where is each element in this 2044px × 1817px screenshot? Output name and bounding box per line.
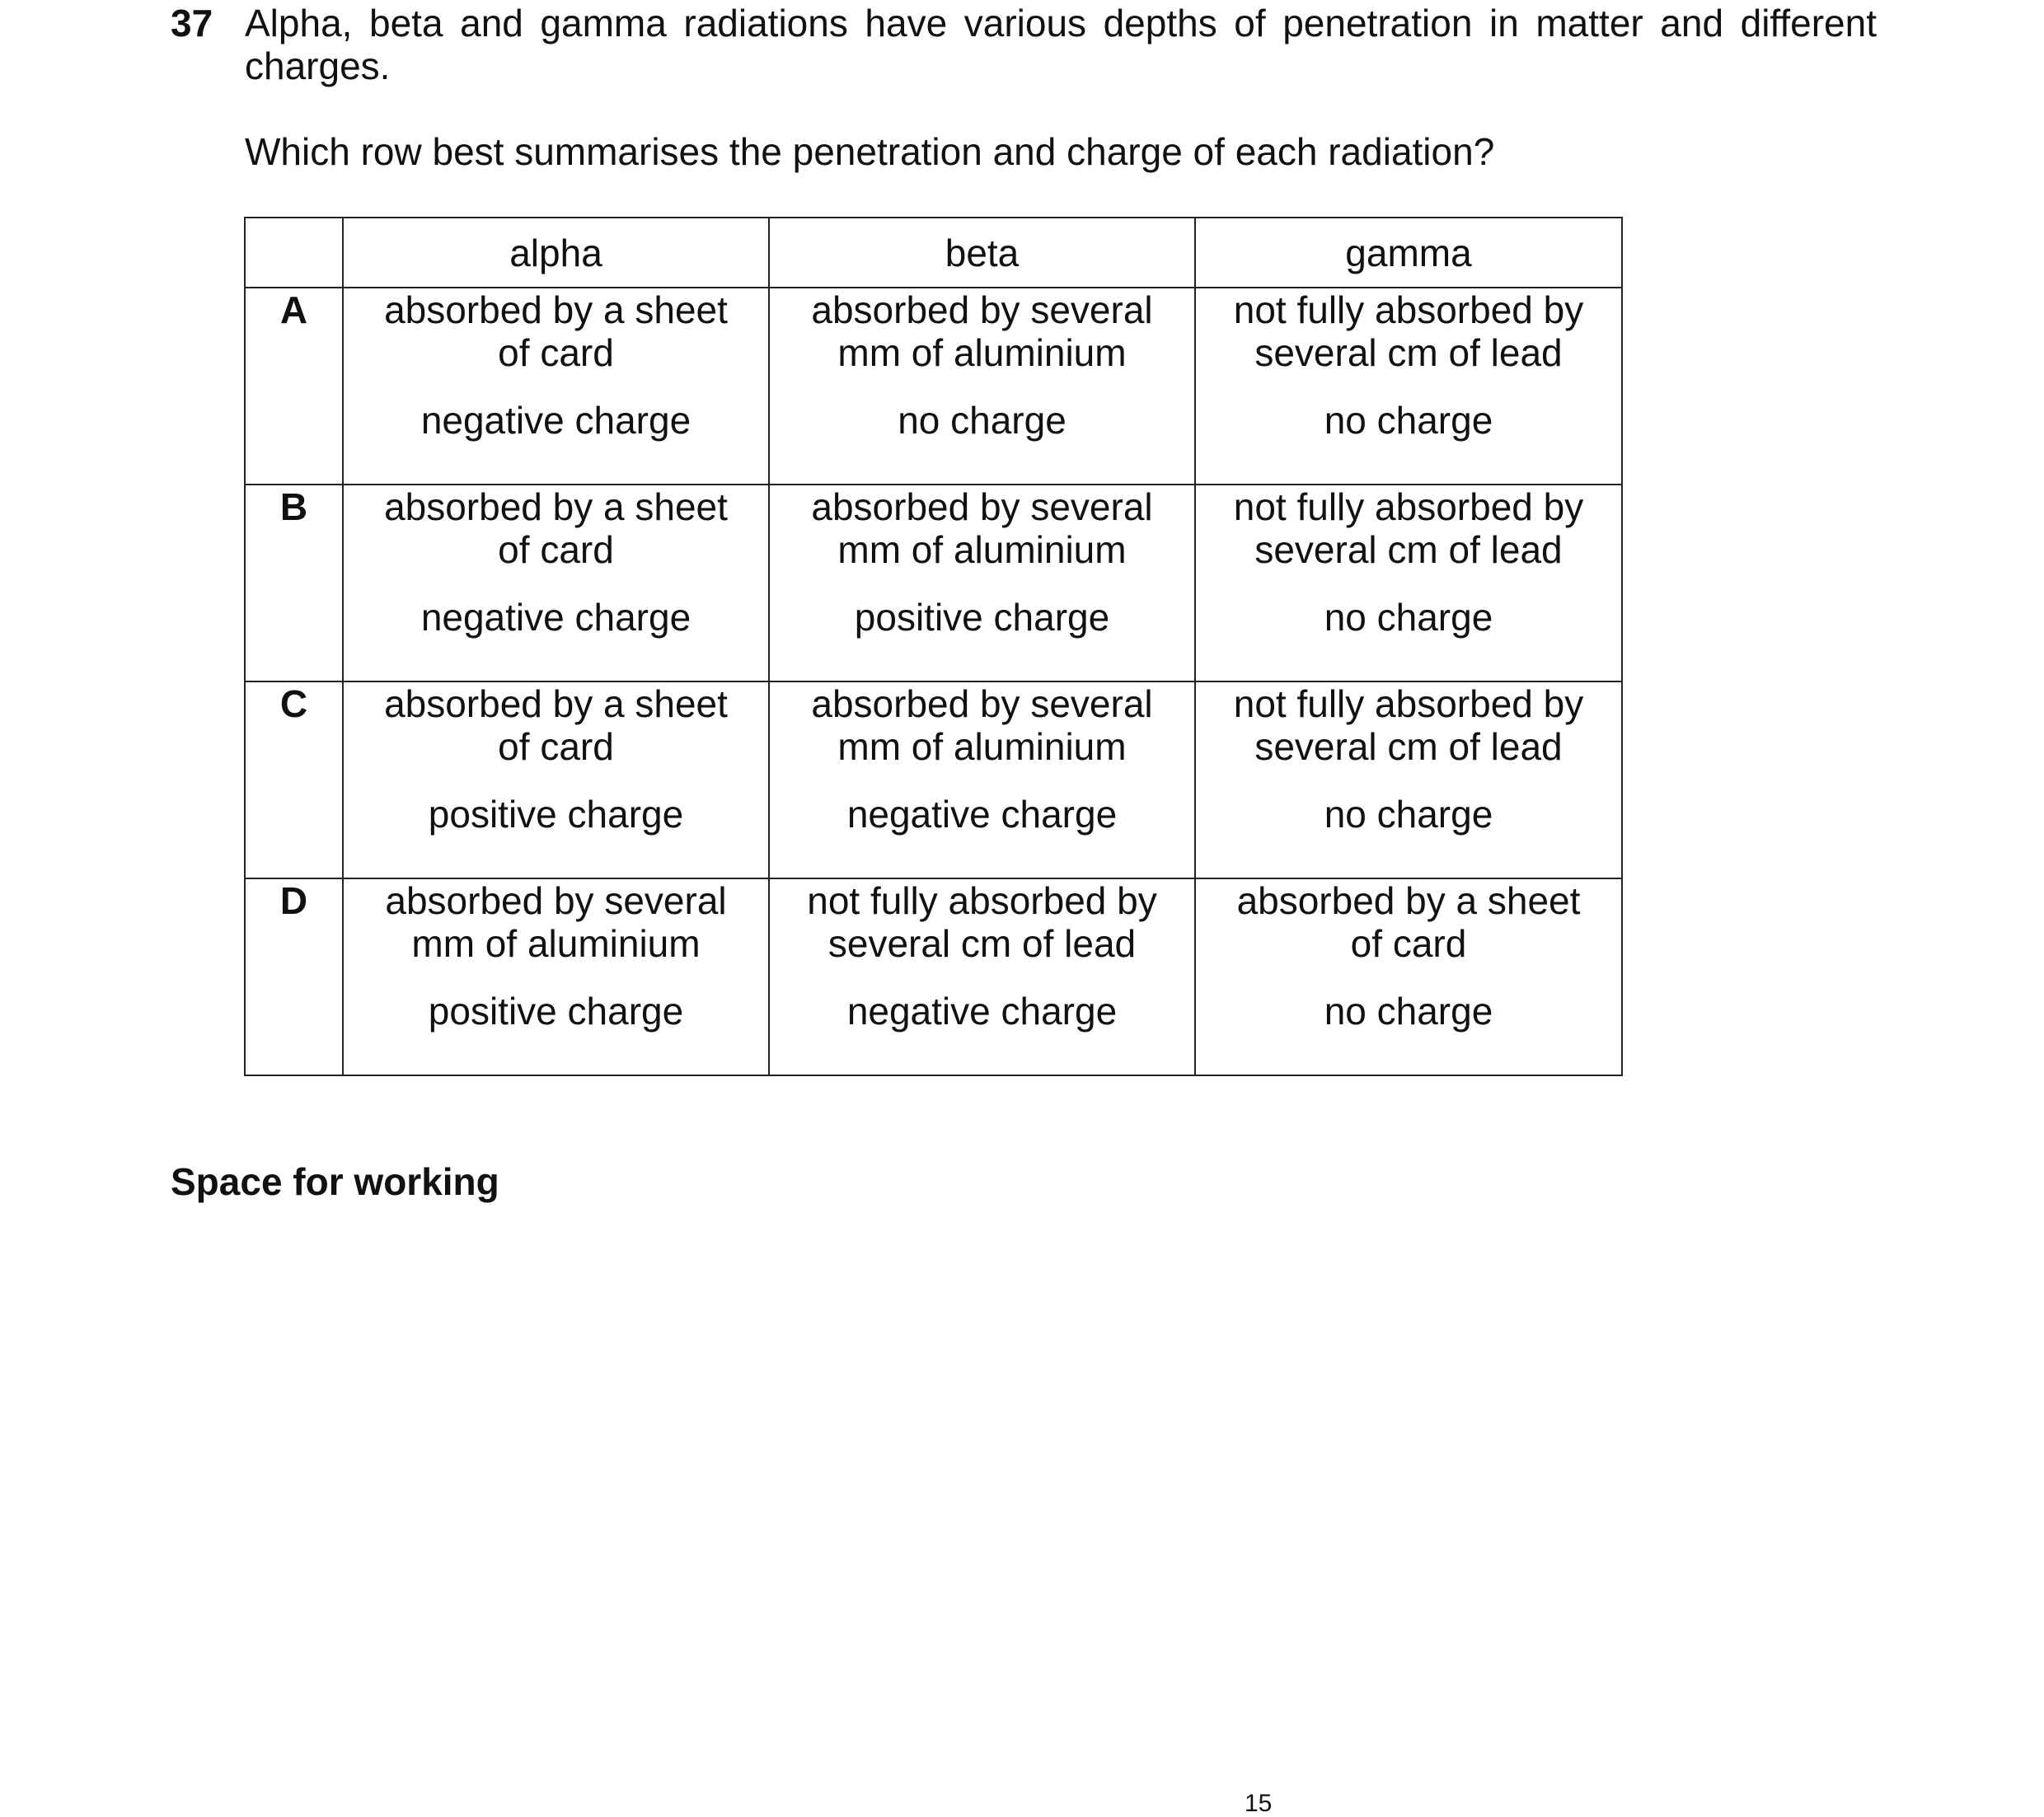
charge-text: no charge — [1324, 596, 1493, 639]
option-label: C — [245, 681, 343, 878]
alpha-cell — [343, 288, 769, 485]
page-number: 15 — [1245, 1790, 1273, 1817]
option-label: D — [245, 878, 343, 1075]
options-table — [244, 217, 1623, 1076]
charge-text: negative charge — [420, 399, 691, 442]
charge-text: positive charge — [428, 793, 684, 836]
penetration-text: absorbed by a sheet of card — [384, 288, 728, 374]
charge-text: no charge — [1324, 399, 1493, 442]
beta-cell — [769, 288, 1195, 485]
header-row — [245, 218, 1622, 288]
option-row-c — [245, 681, 1622, 878]
charge-text: negative charge — [846, 990, 1118, 1033]
charge-text: negative charge — [846, 793, 1118, 836]
charge-text: negative charge — [420, 596, 691, 639]
penetration-text: not fully absorbed by several cm of lead — [1233, 288, 1584, 374]
charge-text: positive charge — [428, 990, 684, 1033]
gamma-cell — [1195, 485, 1622, 681]
option-row-d — [245, 878, 1622, 1075]
question-stem: Alpha, beta and gamma radiations have various depths of penetration in matter and different charges. — [245, 2, 1877, 87]
penetration-text: not fully absorbed by several cm of lead — [807, 879, 1157, 965]
corner-cell — [245, 218, 343, 288]
alpha-cell — [343, 878, 769, 1075]
gamma-cell — [1195, 288, 1622, 485]
penetration-text: absorbed by a sheet of card — [384, 682, 728, 768]
gamma-cell — [1195, 681, 1622, 878]
beta-cell — [769, 485, 1195, 681]
penetration-text: absorbed by a sheet of card — [384, 485, 728, 571]
option-label: A — [245, 288, 343, 485]
charge-text: positive charge — [854, 596, 1110, 639]
penetration-text: absorbed by several mm of aluminium — [811, 485, 1153, 571]
column-header-alpha: alpha — [343, 218, 769, 288]
column-header-beta: beta — [769, 218, 1195, 288]
beta-cell — [769, 878, 1195, 1075]
penetration-text: not fully absorbed by several cm of lead — [1233, 485, 1584, 571]
question-number: 37 — [171, 2, 213, 44]
penetration-text: absorbed by several mm of aluminium — [811, 288, 1153, 374]
penetration-text: absorbed by several mm of aluminium — [811, 682, 1153, 768]
penetration-text: absorbed by a sheet of card — [1236, 879, 1581, 965]
charge-text: no charge — [1324, 793, 1493, 836]
gamma-cell — [1195, 878, 1622, 1075]
option-row-b — [245, 485, 1622, 681]
alpha-cell — [343, 485, 769, 681]
option-row-a — [245, 288, 1622, 485]
option-label: B — [245, 485, 343, 681]
working-space-label: Space for working — [171, 1160, 499, 1203]
alpha-cell — [343, 681, 769, 878]
beta-cell — [769, 681, 1195, 878]
question-prompt: Which row best summarises the penetration and charge of each radiation? — [245, 130, 1495, 173]
charge-text: no charge — [898, 399, 1067, 442]
penetration-text: not fully absorbed by several cm of lead — [1233, 682, 1584, 768]
column-header-gamma: gamma — [1195, 218, 1622, 288]
charge-text: no charge — [1324, 990, 1493, 1033]
penetration-text: absorbed by several mm of aluminium — [385, 879, 727, 965]
